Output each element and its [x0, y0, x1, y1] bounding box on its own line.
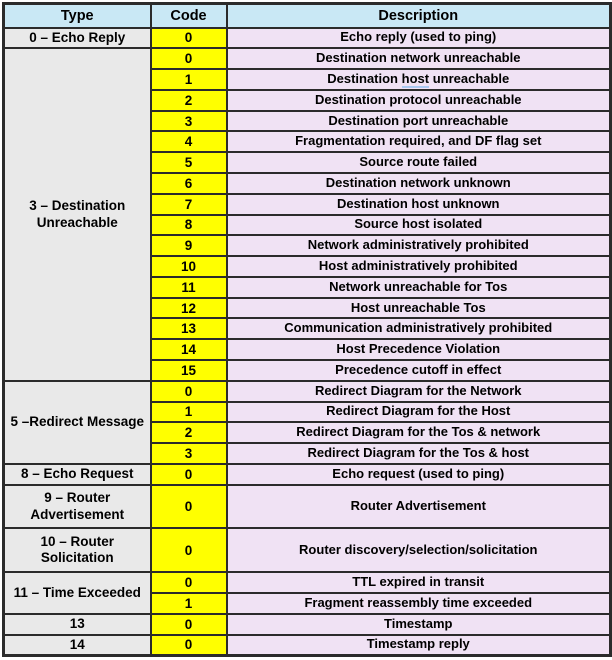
code-cell: 1	[151, 402, 227, 423]
code-cell: 0	[151, 381, 227, 402]
code-cell: 11	[151, 277, 227, 298]
type-cell: 10 – Router Solicitation	[4, 528, 151, 572]
column-header-code: Code	[151, 4, 227, 28]
code-cell: 0	[151, 572, 227, 593]
code-cell: 0	[151, 528, 227, 572]
code-cell: 0	[151, 28, 227, 49]
icmp-table-body	[4, 28, 611, 656]
desc-cell: Destination host unreachable	[227, 69, 611, 90]
code-cell: 3	[151, 443, 227, 464]
table-row	[4, 381, 611, 402]
desc-cell: Timestamp	[227, 614, 611, 635]
desc-cell: Fragment reassembly time exceeded	[227, 593, 611, 614]
type-cell: 9 – Router Advertisement	[4, 485, 151, 529]
desc-cell: Redirect Diagram for the Tos & host	[227, 443, 611, 464]
code-cell: 14	[151, 339, 227, 360]
code-cell: 0	[151, 635, 227, 656]
table-row	[4, 614, 611, 635]
desc-cell: Destination network unreachable	[227, 48, 611, 69]
code-cell: 8	[151, 215, 227, 236]
table-row	[4, 635, 611, 656]
desc-cell: Host unreachable Tos	[227, 298, 611, 319]
type-cell: 0 – Echo Reply	[4, 28, 151, 49]
type-cell: 13	[4, 614, 151, 635]
table-row	[4, 528, 611, 572]
desc-cell: Destination port unreachable	[227, 111, 611, 132]
column-header-type: Type	[4, 4, 151, 28]
code-cell: 3	[151, 111, 227, 132]
desc-cell: Destination protocol unreachable	[227, 90, 611, 111]
desc-cell: Redirect Diagram for the Tos & network	[227, 422, 611, 443]
code-cell: 1	[151, 593, 227, 614]
table-row	[4, 28, 611, 49]
icmp-table	[2, 2, 612, 657]
code-cell: 6	[151, 173, 227, 194]
code-cell: 2	[151, 90, 227, 111]
type-cell: 11 – Time Exceeded	[4, 572, 151, 614]
code-cell: 4	[151, 131, 227, 152]
desc-cell: Host administratively prohibited	[227, 256, 611, 277]
code-cell: 0	[151, 48, 227, 69]
desc-cell: Echo reply (used to ping)	[227, 28, 611, 49]
underlined-word: host	[401, 70, 430, 86]
desc-cell: Precedence cutoff in effect	[227, 360, 611, 381]
type-cell: 5 –Redirect Message	[4, 381, 151, 464]
desc-cell: Host Precedence Violation	[227, 339, 611, 360]
desc-cell: Redirect Diagram for the Network	[227, 381, 611, 402]
type-cell: 8 – Echo Request	[4, 464, 151, 485]
code-cell: 1	[151, 69, 227, 90]
desc-cell: Network administratively prohibited	[227, 235, 611, 256]
desc-cell: Router discovery/selection/solicitation	[227, 528, 611, 572]
column-header-description: Description	[227, 4, 611, 28]
desc-cell: Timestamp reply	[227, 635, 611, 656]
desc-cell: Router Advertisement	[227, 485, 611, 529]
code-cell: 15	[151, 360, 227, 381]
code-cell: 7	[151, 194, 227, 215]
desc-cell: Echo request (used to ping)	[227, 464, 611, 485]
code-cell: 0	[151, 614, 227, 635]
table-row	[4, 48, 611, 69]
desc-cell: TTL expired in transit	[227, 572, 611, 593]
table-row	[4, 485, 611, 529]
table-row	[4, 572, 611, 593]
desc-cell: Fragmentation required, and DF flag set	[227, 131, 611, 152]
desc-cell: Destination network unknown	[227, 173, 611, 194]
code-cell: 0	[151, 464, 227, 485]
desc-cell: Source host isolated	[227, 215, 611, 236]
code-cell: 12	[151, 298, 227, 319]
desc-cell: Destination host unknown	[227, 194, 611, 215]
desc-cell: Network unreachable for Tos	[227, 277, 611, 298]
desc-cell: Redirect Diagram for the Host	[227, 402, 611, 423]
desc-cell: Source route failed	[227, 152, 611, 173]
code-cell: 0	[151, 485, 227, 529]
desc-cell: Communication administratively prohibited	[227, 318, 611, 339]
code-cell: 9	[151, 235, 227, 256]
type-cell: 14	[4, 635, 151, 656]
code-cell: 13	[151, 318, 227, 339]
header-row	[4, 4, 611, 28]
table-row	[4, 464, 611, 485]
code-cell: 5	[151, 152, 227, 173]
type-cell: 3 – Destination Unreachable	[4, 48, 151, 381]
code-cell: 2	[151, 422, 227, 443]
code-cell: 10	[151, 256, 227, 277]
